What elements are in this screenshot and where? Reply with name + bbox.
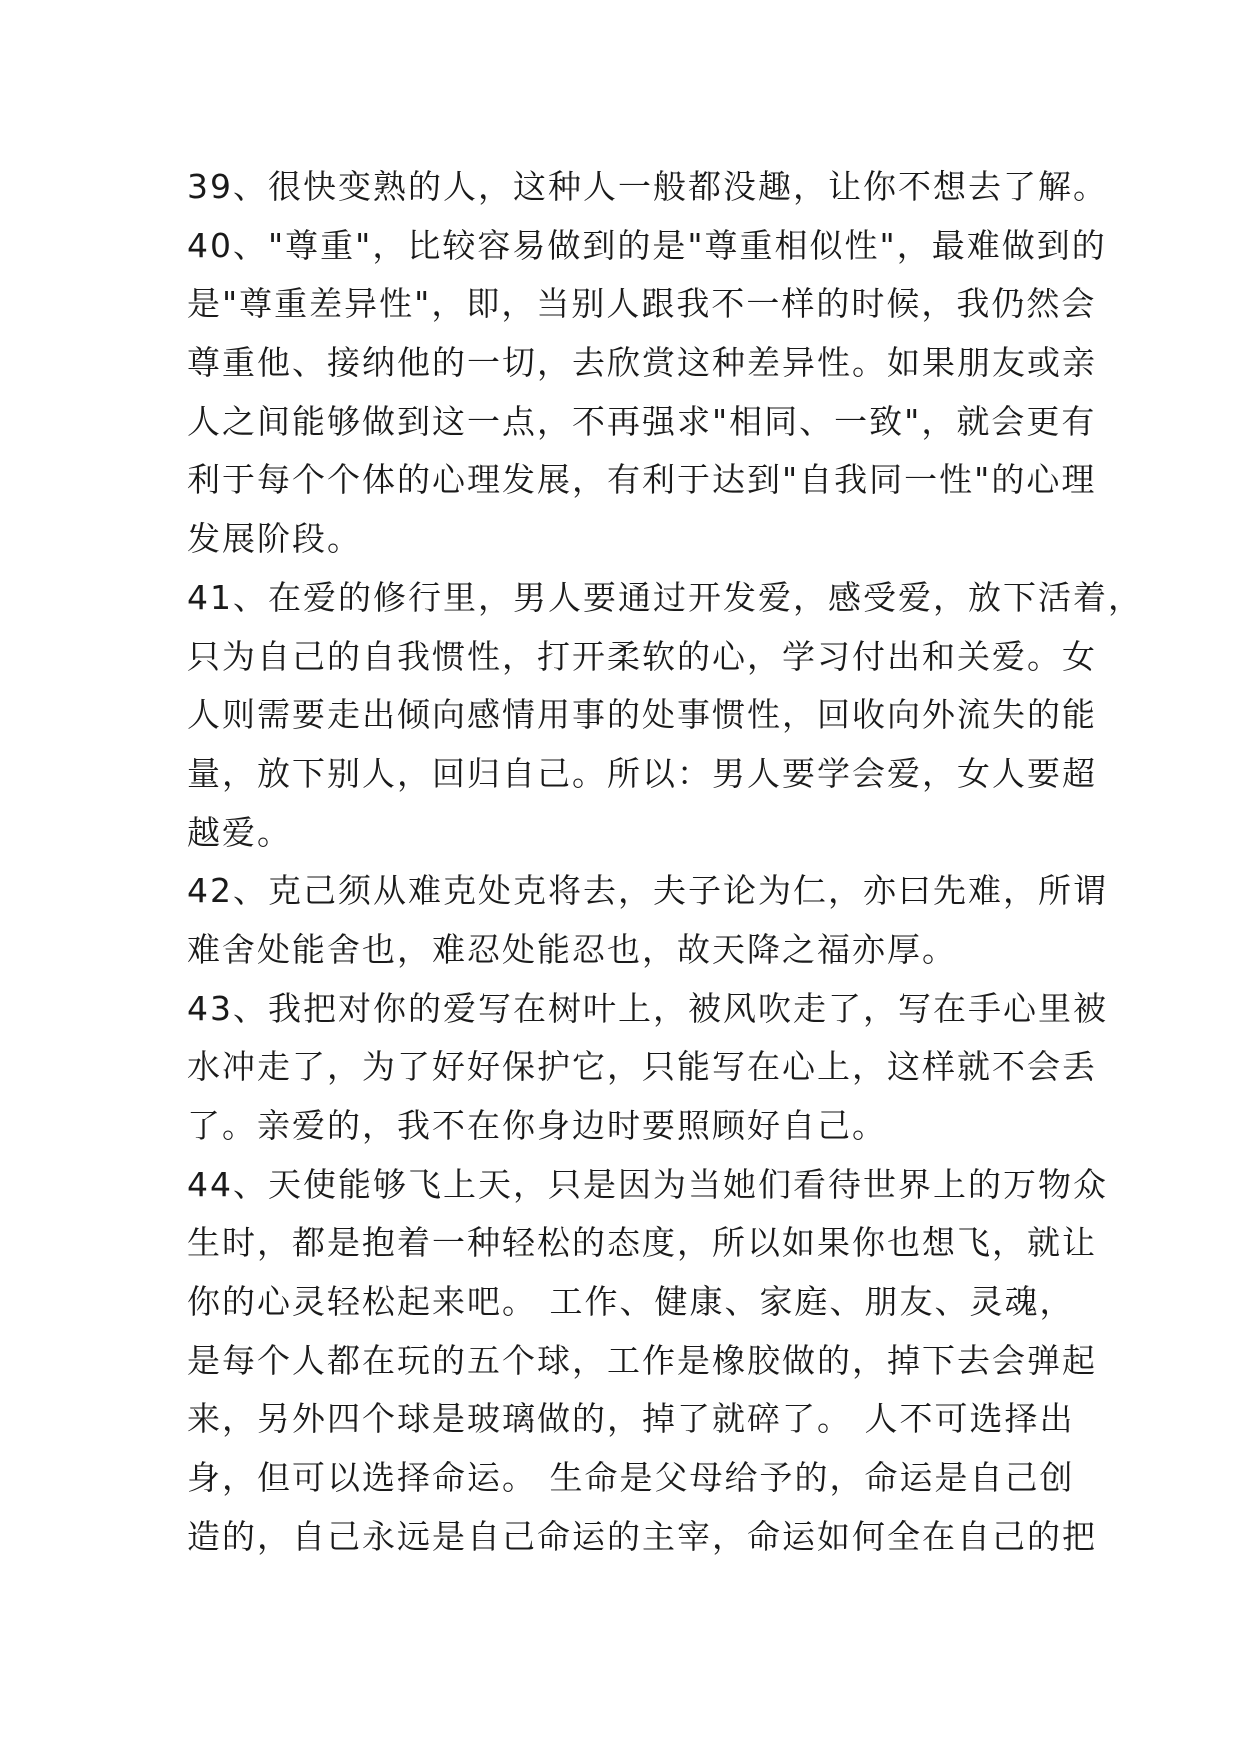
text-line: 是每个人都在玩的五个球，工作是橡胶做的，掉下去会弹起 (187, 1340, 1097, 1380)
text-line: 量，放下别人，回归自己。所以：男人要学会爱，女人要超 (187, 753, 1097, 793)
text-line: 了。亲爱的，我不在你身边时要照顾好自己。 (187, 1106, 887, 1145)
text-line: 43、我把对你的爱写在树叶上，被风吹走了，写在手心里被 (187, 988, 1108, 1028)
text-line: 41、在爱的修行里，男人要通过开发爱，感受爱，放下活着， (187, 577, 1143, 617)
text-line: 44、天使能够飞上天，只是因为当她们看待世界上的万物众 (187, 1164, 1108, 1204)
text-line: 难舍处能舍也，难忍处能忍也，故天降之福亦厚。 (187, 929, 957, 969)
text-line: 越爱。 (187, 812, 292, 852)
text-line: 只为自己的自我惯性，打开柔软的心，学习付出和关爱。女 (187, 636, 1097, 676)
text-line: 造的，自己永远是自己命运的主宰，命运如何全在自己的把 (187, 1516, 1097, 1556)
text-line: 人之间能够做到这一点，不再强求"相同、一致"，就会更有 (187, 401, 1097, 441)
text-line: 40、"尊重"，比较容易做到的是"尊重相似性"，最难做到的 (187, 225, 1107, 265)
text-line: 生时，都是抱着一种轻松的态度，所以如果你也想飞，就让 (187, 1223, 1097, 1263)
text-line: 你的心灵轻松起来吧。 工作、健康、家庭、朋友、灵魂， (187, 1282, 1075, 1322)
text-line: 人则需要走出倾向感情用事的处事惯性，回收向外流失的能 (187, 695, 1097, 735)
text-line: 发展阶段。 (187, 519, 362, 559)
text-line: 身，但可以选择命运。 生命是父母给予的，命运是自己创 (187, 1458, 1075, 1498)
text-line: 39、很快变熟的人，这种人一般都没趣，让你不想去了解。 (187, 167, 1108, 206)
text-line: 水冲走了，为了好好保护它，只能写在心上，这样就不会丢 (187, 1047, 1097, 1087)
document-body (187, 158, 1143, 1567)
text-line: 是"尊重差异性"，即，当别人跟我不一样的时候，我仍然会 (187, 284, 1097, 324)
text-line: 尊重他、接纳他的一切，去欣赏这种差异性。如果朋友或亲 (187, 343, 1097, 383)
text-line: 42、克己须从难克处克将去，夫子论为仁，亦曰先难，所谓 (187, 871, 1108, 911)
text-line: 来，另外四个球是玻璃做的，掉了就碎了。 人不可选择出 (187, 1399, 1075, 1439)
text-line: 利于每个个体的心理发展，有利于达到"自我同一性"的心理 (187, 460, 1097, 500)
